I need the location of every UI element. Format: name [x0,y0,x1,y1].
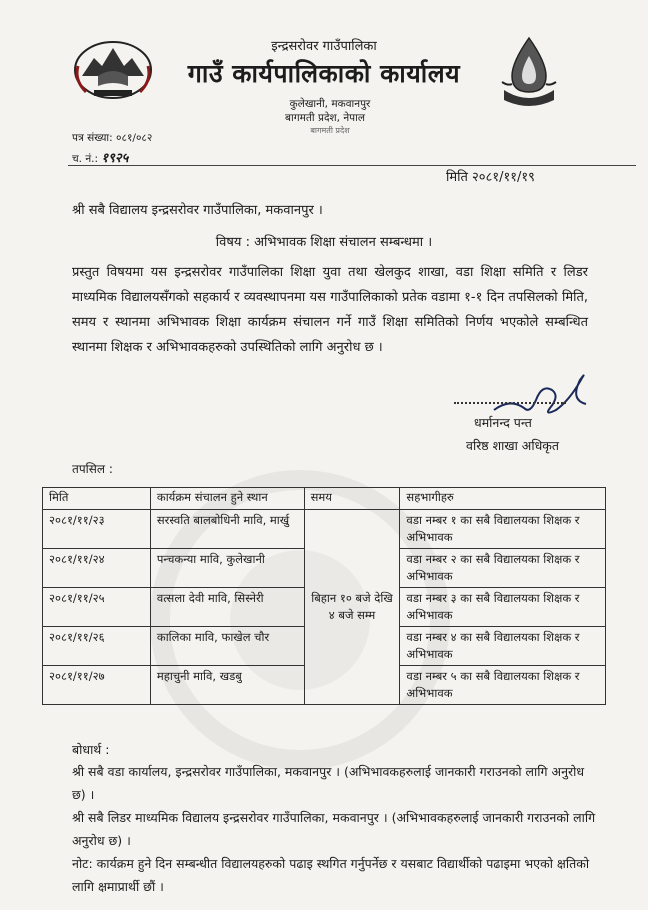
cc-line-2: श्री सबै लिडर माध्यमिक विद्यालय इन्द्रसरोवर गाउँपालिका, मकवानपुर । (अभिभावकहरुलाई जानकारी गराउनको लागि अनुरोध छ) । [72,810,596,848]
header-participants: सहभागीहरु [400,488,606,510]
dispatch-number-label: च. नं.: [72,153,99,165]
dispatch-number-value: १९२५ [101,151,129,166]
schedule-table [42,487,606,705]
row-participants: वडा नम्बर ५ का सबै विद्यालयका शिक्षक र अभिभावक [400,666,606,705]
row-participants: वडा नम्बर ४ का सबै विद्यालयका शिक्षक र अभिभावक [400,627,606,666]
office-title: गाउँ कार्यपालिकाको कार्यालय [187,59,461,88]
subject-line: विषय : अभिभावक शिक्षा संचालन सम्बन्धमा । [215,235,433,250]
table-header-row [43,488,606,510]
row-time: बिहान १० बजे देखि ४ बजे सम्म [304,510,400,705]
letter-body: प्रस्तुत विषयमा यस इन्द्रसरोवर गाउँपालिका शिक्षा युवा तथा खेलकुद शाखा, वडा शिक्षा समिति र लिडर माध्यमिक विद्यालयसँगको सहकार्य र व्यवस्थापनमा यस गाउँपालिकाको प्रतेक वडामा १-१ दिन तपसिलको मिति, समय र स्थानमा अभिभावक शिक्षा कार्यक्रम संचालन गर्ने गाउँ शिक्षा समितिको निर्णय भएकोले सम्बन्धित स्थानमा शिक्षक र अभिभावकहरुको उपस्थितिको लागि अनुरोध छ । [72,265,588,355]
signatory-name: धर्मानन्द पन्त [474,415,532,430]
dispatch-number [72,148,128,166]
row-place: पन्चकन्या मावि, कुलेखानी [150,549,304,588]
row-date: २०८१/११/२३ [43,510,151,549]
recipient: श्री सबै विद्यालय इन्द्रसरोवर गाउँपालिका, मकवानपुर । [72,203,323,218]
signatory-title: वरिष्ठ शाखा अधिकृत [466,438,560,453]
row-place: कालिका मावि, फाखेल चौर [150,627,304,666]
row-date: २०८१/११/२४ [43,549,151,588]
row-place: महाचुनी मावि, खडबु [150,666,304,705]
office-stamp: बागमती प्रदेश [310,126,350,135]
letter-number-value: ०८१/०८२ [116,132,153,144]
letter-number-label: पत्र संख्या: [72,132,113,144]
letter-number [72,131,152,145]
header-place: कार्यक्रम संचालन हुने स्थान [150,488,304,510]
cc-label: बोधार्थ : [72,742,110,757]
row-date: २०८१/११/२५ [43,588,151,627]
row-participants: वडा नम्बर १ का सबै विद्यालयका शिक्षक र अभिभावक [400,510,606,549]
municipality-name: इन्द्रसरोवर गाउँपालिका [271,39,377,54]
cc-line-1: श्री सबै वडा कार्यालय, इन्द्रसरोवर गाउँपालिका, मकवानपुर । (अभिभावकहरुलाई जानकारी गराउनको लागि अनुरोध छ) । [72,764,585,802]
row-date: २०८१/११/२६ [43,627,151,666]
row-place: वत्सला देवी मावि, सिस्नेरी [150,588,304,627]
row-place: सरस्वति बालबोधिनी मावि, मार्खु [150,510,304,549]
letter-date: मिति २०८१/११/१९ [446,170,535,185]
row-date: २०८१/११/२७ [43,666,151,705]
table-row [43,510,606,549]
address-line-2: बागमती प्रदेश, नेपाल [285,112,365,124]
address-line-1: कुलेखानी, मकवानपुर [289,98,371,110]
row-participants: वडा नम्बर ३ का सबै विद्यालयका शिक्षक र अभिभावक [400,588,606,627]
header-date: मिति [43,488,151,510]
note: नोट: कार्यक्रम हुने दिन सम्बन्धीत विद्यालयहरुको पढाइ स्थगित गर्नुपर्नेछ र यसबाट विद्यार्थीको पढाइमा भएको क्षतिको लागि क्षमाप्रार्थी छौं । [72,856,590,894]
header-divider [68,165,636,166]
row-participants: वडा नम्बर २ का सबै विद्यालयका शिक्षक र अभिभावक [400,549,606,588]
signature-line [454,402,566,404]
schedule-label: तपसिल : [72,462,113,476]
header-time: समय [304,488,400,510]
